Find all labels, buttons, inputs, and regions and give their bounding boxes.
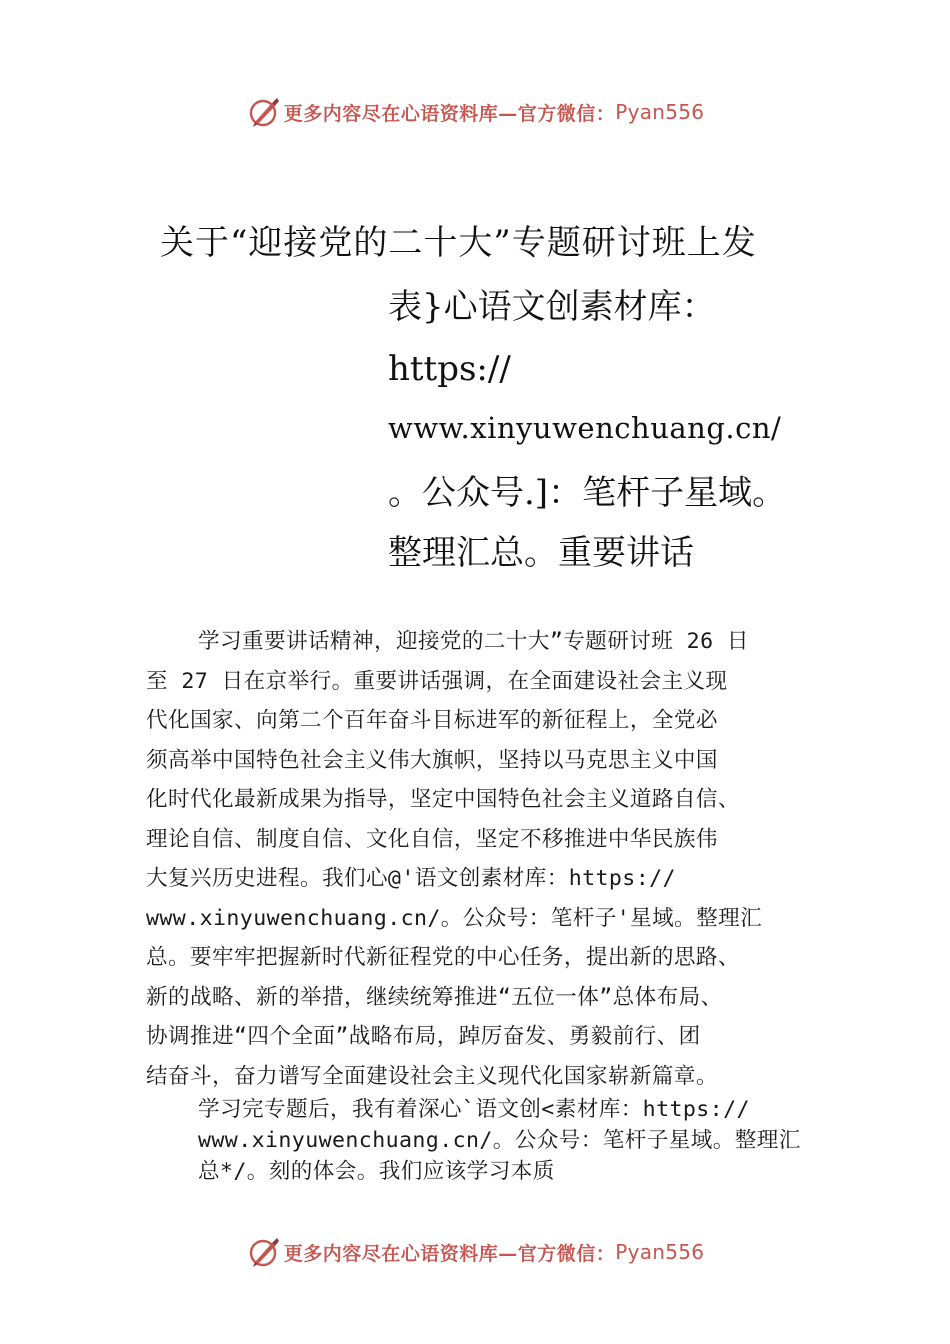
paragraph-2-line: www.xinyuwenchuang.cn/。公众号：笔杆子星域。整理汇: [198, 1128, 801, 1153]
header-banner: [0, 92, 950, 132]
paragraph-1-line: 化时代化最新成果为指导，坚定中国特色社会主义道路自信、: [146, 787, 740, 812]
paragraph-2: [146, 1094, 836, 1187]
paragraph-1-line: 大复兴历史进程。我们心@'语文创素材库：https://: [146, 866, 676, 891]
footer-banner-wechat: Pyan556: [615, 1240, 705, 1264]
title-line-5: 。公众号.]：笔杆子星域。: [388, 473, 787, 513]
paragraph-1-line: 协调推进“四个全面”战略布局，踔厉奋发、勇毅前行、团: [146, 1024, 701, 1049]
title-line-3: https://: [388, 349, 511, 389]
header-banner-text: 更多内容尽在心语资料库—官方微信：: [283, 102, 616, 125]
paragraph-1-line: 理论自信、制度自信、文化自信，坚定不移推进中华民族伟: [146, 826, 718, 852]
paragraph-2-line: 学习完专题后，我有着深心`语文创<素材库：https://: [198, 1097, 750, 1122]
footer-banner-text: 更多内容尽在心语资料库—官方微信：: [283, 1242, 616, 1265]
paragraph-1-line: www.xinyuwenchuang.cn/。公众号：笔杆子'星域。整理汇: [146, 905, 763, 931]
paragraph-1-line: 须高举中国特色社会主义伟大旗帜，坚持以马克思主义中国: [146, 747, 718, 773]
paragraph-1: [146, 622, 836, 1096]
title-line-2: 表}心语文创素材库：: [388, 287, 716, 327]
title-line-6: 整理汇总。重要讲话: [388, 533, 694, 573]
document-body: [146, 622, 836, 1187]
header-banner-wechat: Pyan556: [615, 100, 705, 124]
paragraph-1-line: 至 27 日在京举行。重要讲话强调，在全面建设社会主义现: [146, 668, 728, 694]
title-line-1: 关于“迎接党的二十大”专题研讨班上发: [160, 223, 757, 263]
title-line-4: www.xinyuwenchuang.cn/: [388, 411, 782, 445]
paragraph-1-line: 结奋斗，奋力谱写全面建设社会主义现代化国家崭新篇章。: [146, 1063, 718, 1089]
paragraph-1-line: 代化国家、向第二个百年奋斗目标进军的新征程上，全党必: [146, 708, 718, 733]
paragraph-1-line: 学习重要讲话精神，迎接党的二十大”专题研讨班 26 日: [198, 629, 749, 654]
paragraph-1-line: 总。要牢牢把握新时代新征程党的中心任务，提出新的思路、: [146, 945, 740, 970]
pen-circle-logo-icon: [246, 95, 280, 129]
footer-banner: [0, 1232, 950, 1272]
paragraph-2-line: 总*/。刻的体会。我们应该学习本质: [198, 1159, 555, 1184]
pen-circle-logo-icon: [246, 1235, 280, 1269]
paragraph-1-line: 新的战略、新的举措，继续统筹推进“五位一体”总体布局、: [146, 984, 723, 1010]
